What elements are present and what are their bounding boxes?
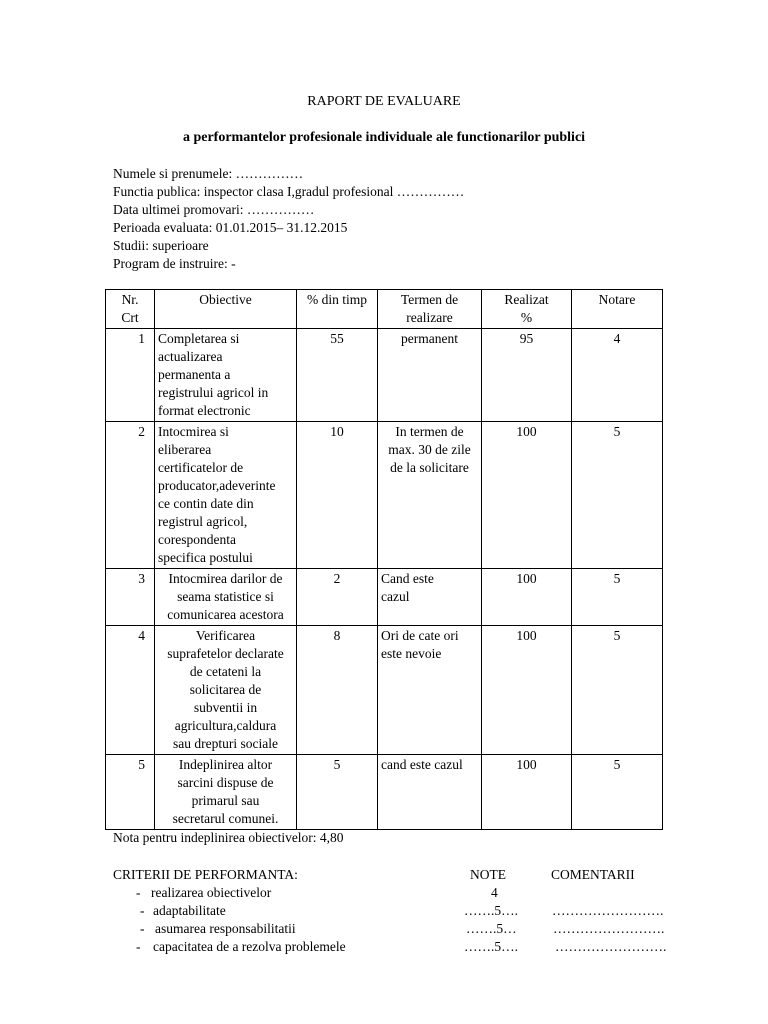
list-dash: -	[136, 939, 141, 954]
cell-obiective: Completarea si actualizarea permanenta a registrului agricol in format electronic	[155, 329, 297, 422]
header-nr: Nr. Crt	[106, 290, 155, 329]
cell-timp: 2	[297, 569, 378, 626]
document-subtitle: a performantelor profesionale individuale ale functionarilor publici	[182, 130, 586, 145]
criteria-list	[0, 884, 768, 956]
cell-nr: 1	[106, 329, 155, 422]
cell-timp: 10	[297, 422, 378, 569]
table-row	[106, 755, 663, 830]
header-timp: % din timp	[297, 290, 378, 329]
criteria-header	[113, 866, 673, 884]
criterion-label: capacitatea de a rezolva problemele	[153, 939, 346, 954]
cell-termen: cand este cazul	[378, 755, 482, 830]
cell-realizat: 95	[482, 329, 572, 422]
cell-notare: 5	[572, 569, 663, 626]
table-row	[106, 626, 663, 755]
cell-nr: 5	[106, 755, 155, 830]
cell-nr: 3	[106, 569, 155, 626]
header-termen: Termen de realizare	[378, 290, 482, 329]
cell-notare: 4	[572, 329, 663, 422]
table-header-row	[106, 290, 663, 329]
cell-timp: 8	[297, 626, 378, 755]
cell-termen: In termen de max. 30 de zile de la solicitare	[378, 422, 482, 569]
cell-obiective: Intocmirea darilor de seama statistice si comunicarea acestora	[155, 569, 297, 626]
criterion-label: realizarea obiectivelor	[151, 885, 272, 900]
list-dash: -	[140, 921, 145, 936]
note-column-label: NOTE	[470, 867, 506, 882]
list-dash: -	[140, 903, 145, 918]
info-studies: Studii: superioare	[113, 238, 209, 253]
header-realizat: Realizat %	[482, 290, 572, 329]
cell-realizat: 100	[482, 569, 572, 626]
cell-termen: permanent	[378, 329, 482, 422]
cell-nr: 4	[106, 626, 155, 755]
document-title: RAPORT DE EVALUARE	[307, 94, 461, 109]
cell-realizat: 100	[482, 626, 572, 755]
cell-nr: 2	[106, 422, 155, 569]
header-notare: Notare	[572, 290, 663, 329]
cell-realizat: 100	[482, 422, 572, 569]
cell-realizat: 100	[482, 755, 572, 830]
comentarii-column-label: COMENTARII	[551, 867, 635, 882]
cell-timp: 55	[297, 329, 378, 422]
cell-timp: 5	[297, 755, 378, 830]
cell-notare: 5	[572, 755, 663, 830]
criterion-label: asumarea responsabilitatii	[155, 921, 296, 936]
criterion-label: adaptabilitate	[153, 903, 226, 918]
criteria-heading: CRITERII DE PERFORMANTA:	[113, 867, 298, 882]
table-row	[106, 569, 663, 626]
objectives-table	[105, 289, 663, 830]
criterion-note: …….5….	[464, 939, 518, 954]
cell-termen: Cand este cazul	[378, 569, 482, 626]
criterion-comment: …………………….	[555, 939, 667, 954]
info-evaluation-period: Perioada evaluata: 01.01.2015– 31.12.2015	[113, 220, 348, 235]
table-row	[106, 422, 663, 569]
cell-notare: 5	[572, 626, 663, 755]
list-item	[0, 938, 768, 956]
info-position: Functia publica: inspector clasa I,gradul profesional ……………	[113, 184, 465, 199]
info-name: Numele si prenumele: ……………	[113, 166, 304, 181]
header-obiective: Obiective	[155, 290, 297, 329]
table-row	[106, 329, 663, 422]
info-training-program: Program de instruire: -	[113, 256, 236, 271]
employee-info	[113, 165, 673, 273]
cell-obiective: Verificarea suprafetelor declarate de cetateni la solicitarea de subventii in agricultura,caldura sau drepturi sociale	[155, 626, 297, 755]
list-dash: -	[136, 885, 141, 900]
cell-obiective: Indeplinirea altor sarcini dispuse de primarul sau secretarul comunei.	[155, 755, 297, 830]
criterion-note: …….5…	[466, 921, 517, 936]
list-item	[0, 902, 768, 920]
list-item	[0, 884, 768, 902]
objectives-grade: Nota pentru indeplinirea obiectivelor: 4,80	[113, 830, 344, 845]
cell-termen: Ori de cate ori este nevoie	[378, 626, 482, 755]
cell-notare: 5	[572, 422, 663, 569]
list-item	[0, 920, 768, 938]
info-last-promotion: Data ultimei promovari: ……………	[113, 202, 315, 217]
criterion-comment: …………………….	[553, 921, 665, 936]
criterion-note: 4	[491, 885, 498, 900]
criterion-comment: …………………….	[552, 903, 664, 918]
cell-obiective: Intocmirea si eliberarea certificatelor de producator,adeverinte ce contin date din registrul agricol, corespondenta specifica postului	[155, 422, 297, 569]
criterion-note: …….5….	[464, 903, 518, 918]
